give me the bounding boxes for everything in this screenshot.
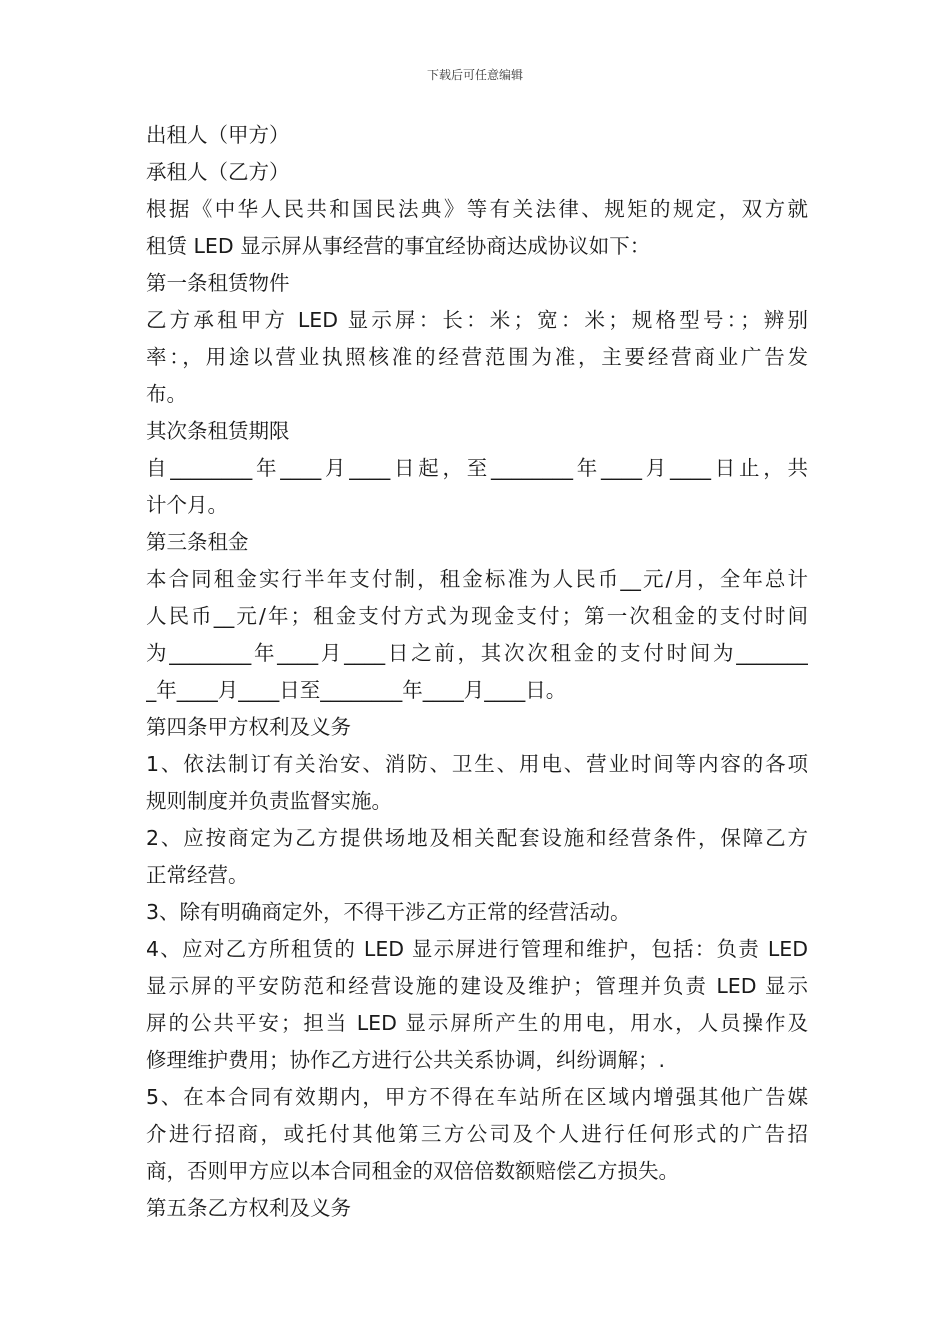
text-line: 第一条租赁物件	[146, 271, 290, 295]
text-line: 率：，用途以营业执照核准的经营范围为准，主要经营商业广告发	[146, 345, 808, 369]
document-body	[146, 117, 808, 1227]
text-line: 出租人（甲方）	[146, 123, 290, 147]
text-line: 3、除有明确商定外，不得干涉乙方正常的经营活动。	[146, 900, 631, 924]
text-line: 第四条甲方权利及义务	[146, 715, 351, 739]
text-line: 第五条乙方权利及义务	[146, 1196, 351, 1220]
text-line: _年____月____日至________年____月____日。	[146, 678, 567, 702]
text-line: 正常经营。	[146, 863, 249, 887]
text-line: 为________年____月____日之前，其次次租金的支付时间为_______	[146, 641, 808, 665]
text-line: 屏的公共平安；担当 LED 显示屏所产生的用电，用水，人员操作及	[146, 1011, 808, 1035]
text-line: 商，否则甲方应以本合同租金的双倍倍数额赔偿乙方损失。	[146, 1159, 679, 1183]
text-line: 本合同租金实行半年支付制，租金标准为人民币__元/月，全年总计	[146, 567, 808, 591]
text-line: 规则制度并负责监督实施。	[146, 789, 392, 813]
text-line: 介进行招商，或托付其他第三方公司及个人进行任何形式的广告招	[146, 1122, 808, 1146]
text-line: 布。	[146, 382, 187, 406]
text-line: 自________年____月____日起，至________年____月____日止，共	[146, 456, 808, 480]
text-line: 1、依法制订有关治安、消防、卫生、用电、营业时间等内容的各项	[146, 752, 808, 776]
text-line: 人民币__元/年；租金支付方式为现金支付；第一次租金的支付时间	[146, 604, 808, 628]
text-line: 修理维护费用；协作乙方进行公共关系协调，纠纷调解；.	[146, 1048, 666, 1072]
text-line: 其次条租赁期限	[146, 419, 290, 443]
text-line: 租赁 LED 显示屏从事经营的事宜经协商达成协议如下：	[146, 234, 651, 258]
text-line: 第三条租金	[146, 530, 249, 554]
text-line: 计个月。	[146, 493, 228, 517]
text-line: 承租人（乙方）	[146, 160, 290, 184]
text-line: 5、在本合同有效期内，甲方不得在车站所在区域内增强其他广告媒	[146, 1085, 808, 1109]
text-line: 根据《中华人民共和国民法典》等有关法律、规矩的规定，双方就	[146, 197, 808, 221]
text-line: 显示屏的平安防范和经营设施的建设及维护；管理并负责 LED 显示	[146, 974, 808, 998]
text-line: 2、应按商定为乙方提供场地及相关配套设施和经营条件，保障乙方	[146, 826, 808, 850]
text-line: 4、应对乙方所租赁的 LED 显示屏进行管理和维护，包括：负责 LED	[146, 937, 808, 961]
page-header-note: 下载后可任意编辑	[426, 68, 523, 82]
text-line: 乙方承租甲方 LED 显示屏：长：米；宽：米；规格型号：；辨别	[146, 308, 808, 332]
